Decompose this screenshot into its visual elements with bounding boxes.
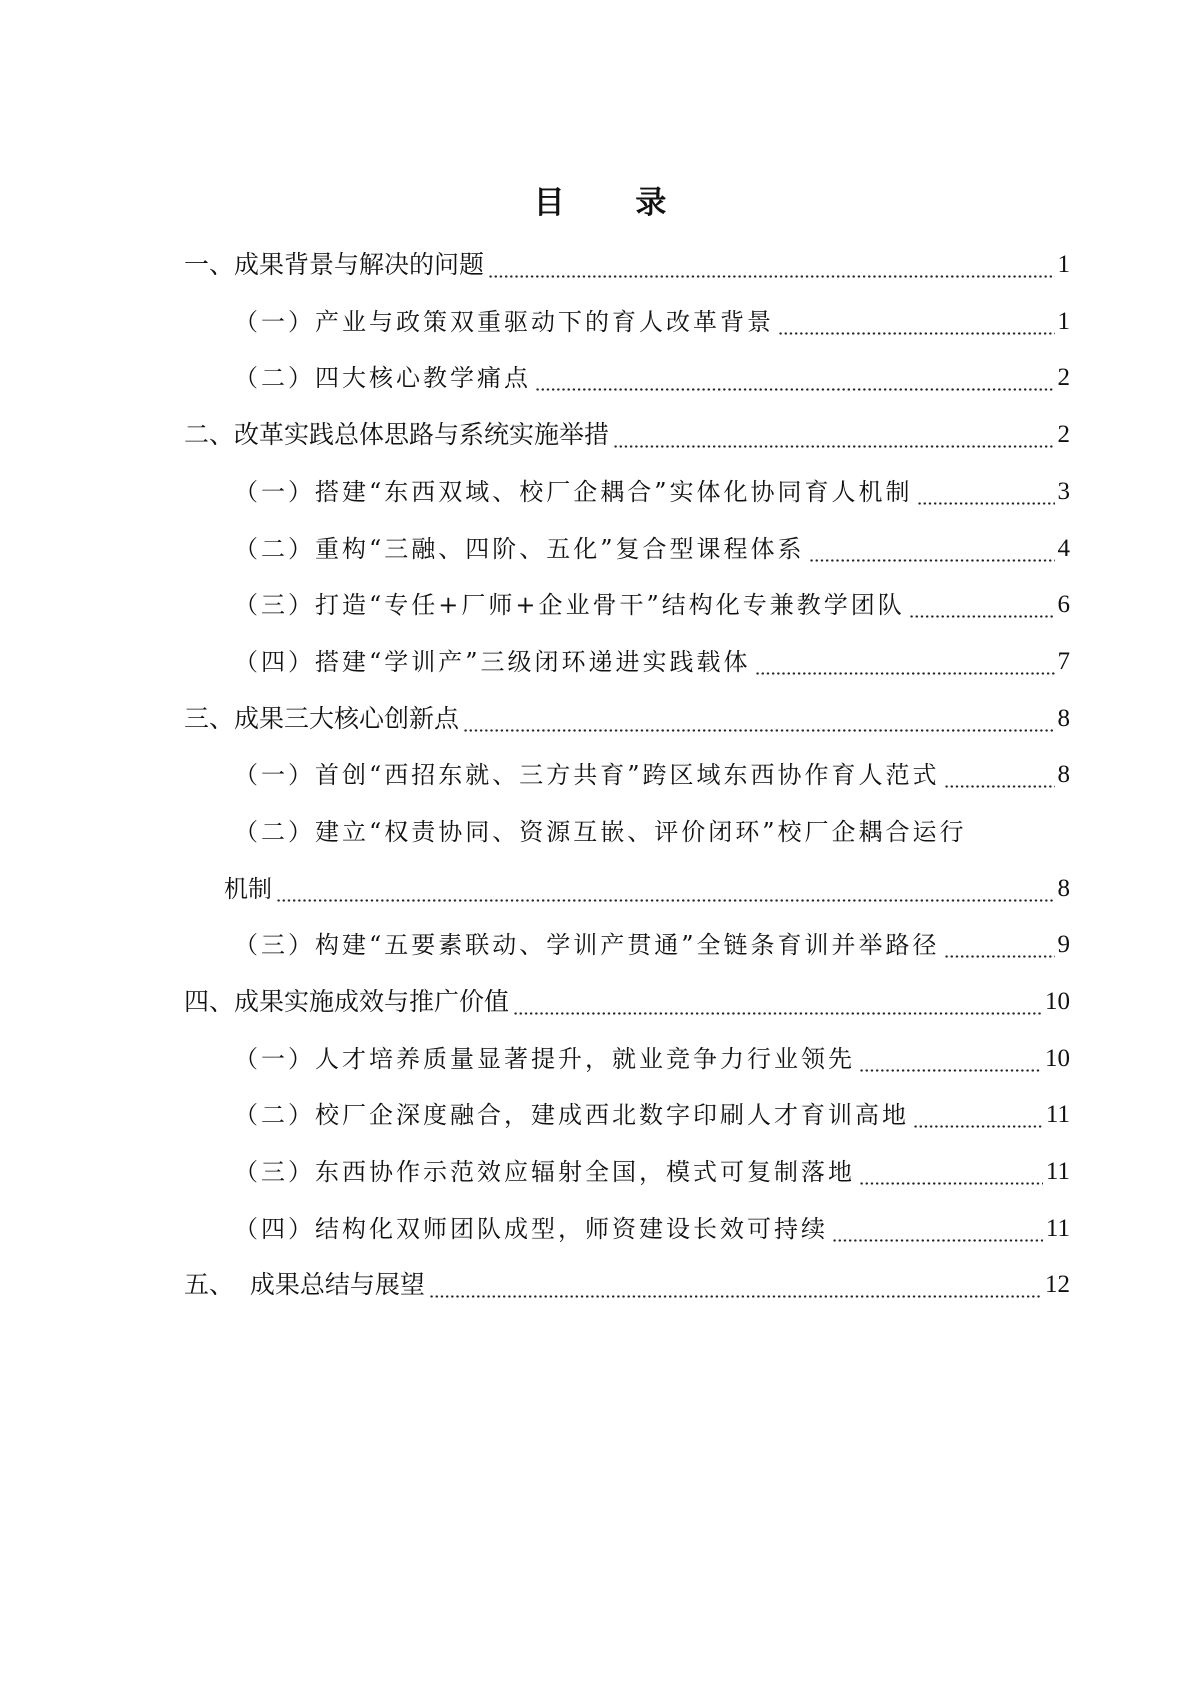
toc-entry-4-3[interactable]: [234, 1152, 1070, 1192]
toc-page-number: 8: [1057, 705, 1070, 732]
dot-leader: [944, 755, 1055, 795]
toc-page-number: 12: [1045, 1271, 1070, 1298]
toc-entry-section-3[interactable]: [184, 699, 1070, 739]
toc-entry-title-continued: 机制: [224, 875, 272, 903]
toc-page-number: 11: [1045, 1158, 1070, 1185]
dot-leader: [809, 529, 1055, 569]
toc-entry-2-3[interactable]: [234, 585, 1070, 625]
toc-entry-4-4[interactable]: [234, 1209, 1070, 1249]
dot-leader: [909, 585, 1055, 625]
toc-entry-1-1[interactable]: [234, 302, 1070, 342]
toc-page-number: 2: [1057, 421, 1070, 448]
toc-page-number: 10: [1045, 1045, 1070, 1072]
toc-entry-title: （四）搭建“学训产”三级闭环递进实践载体: [234, 648, 751, 676]
toc-page-number: 6: [1057, 591, 1070, 618]
dot-leader: [535, 358, 1055, 398]
dot-leader: [859, 1039, 1042, 1079]
toc-entry-3-2-continued[interactable]: [224, 869, 1070, 909]
dot-leader: [944, 925, 1055, 965]
toc-entry-title: （二）四大核心教学痛点: [234, 364, 531, 392]
toc-entry-title: （一）首创“西招东就、三方共育”跨区域东西协作育人范式: [234, 761, 940, 789]
toc-page-number: 7: [1057, 648, 1070, 675]
dot-leader: [613, 415, 1054, 455]
toc-page-number: 11: [1045, 1215, 1070, 1242]
dot-leader: [913, 1095, 1043, 1135]
dot-leader: [429, 1265, 1042, 1305]
toc-entry-2-1[interactable]: [234, 472, 1070, 512]
toc-entry-title: （一）人才培养质量显著提升，就业竞争力行业领先: [234, 1045, 855, 1073]
toc-entry-1-2[interactable]: [234, 358, 1070, 398]
dot-leader: [513, 982, 1042, 1022]
toc-entry-title: 三、成果三大核心创新点: [184, 704, 460, 733]
toc-entry-title: （二）重构“三融、四阶、五化”复合型课程体系: [234, 535, 805, 563]
toc-page-number: 3: [1057, 478, 1070, 505]
toc-entry-4-2[interactable]: [234, 1095, 1070, 1135]
dot-leader: [859, 1152, 1043, 1192]
dot-leader: [276, 869, 1055, 909]
toc-entry-title: 二、改革实践总体思路与系统实施举措: [184, 420, 610, 449]
toc-entry-title: （四）结构化双师团队成型，师资建设长效可持续: [234, 1215, 828, 1243]
toc-entry-title: （一）产业与政策双重驱动下的育人改革背景: [234, 308, 774, 336]
page-title: 目 录: [533, 185, 697, 221]
dot-leader: [778, 302, 1055, 342]
dot-leader: [832, 1209, 1043, 1249]
dot-leader: [488, 245, 1054, 285]
toc-entry-3-1[interactable]: [234, 755, 1070, 795]
toc-page-number: 4: [1057, 535, 1070, 562]
toc-entry-title: （二）校厂企深度融合，建成西北数字印刷人才育训高地: [234, 1101, 909, 1129]
toc-entry-title: 四、成果实施成效与推广价值: [184, 987, 510, 1016]
toc-page-number: 10: [1045, 988, 1070, 1015]
toc-entry-title: 五、 成果总结与展望: [184, 1270, 425, 1299]
toc-entry-section-2[interactable]: [184, 415, 1070, 455]
toc-entry-title: （二）建立“权责协同、资源互嵌、评价闭环”校厂企耦合运行: [234, 818, 967, 846]
toc-entry-section-4[interactable]: [184, 982, 1070, 1022]
toc-entry-title: （三）打造“专任+厂师+企业骨干”结构化专兼教学团队: [234, 591, 905, 619]
toc-entry-3-2[interactable]: [234, 812, 1070, 852]
toc-page-number: 9: [1057, 931, 1070, 958]
toc-page-number: 2: [1057, 364, 1070, 391]
toc-entry-2-4[interactable]: [234, 642, 1070, 682]
toc-entry-title: （三）东西协作示范效应辐射全国，模式可复制落地: [234, 1158, 855, 1186]
toc-entry-title: 一、成果背景与解决的问题: [184, 250, 485, 279]
toc-page-number: 8: [1057, 761, 1070, 788]
toc-page-number: 1: [1057, 251, 1070, 278]
toc-entry-4-1[interactable]: [234, 1039, 1070, 1079]
toc-entry-section-1[interactable]: [184, 245, 1070, 285]
toc-page-number: 8: [1057, 875, 1070, 902]
toc-entry-2-2[interactable]: [234, 529, 1070, 569]
dot-leader: [755, 642, 1055, 682]
toc-entry-title: （三）构建“五要素联动、学训产贯通”全链条育训并举路径: [234, 931, 940, 959]
toc-page-number: 1: [1057, 308, 1070, 335]
dot-leader: [917, 472, 1055, 512]
toc-page-number: 11: [1045, 1101, 1070, 1128]
toc-entry-title: （一）搭建“东西双域、校厂企耦合”实体化协同育人机制: [234, 478, 913, 506]
toc-entry-section-5[interactable]: [184, 1265, 1070, 1305]
toc-entry-3-3[interactable]: [234, 925, 1070, 965]
dot-leader: [463, 699, 1054, 739]
